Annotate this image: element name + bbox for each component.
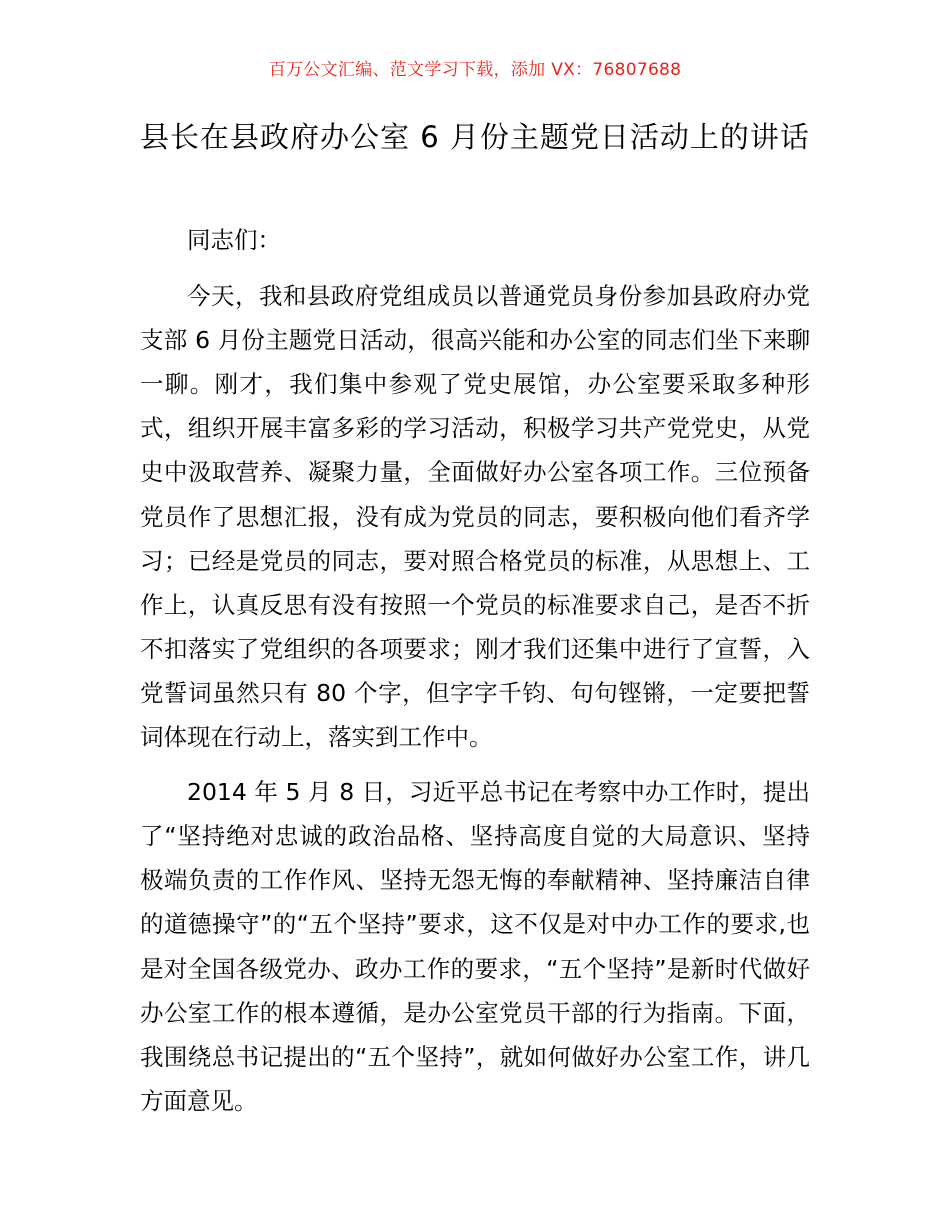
document-body [140, 218, 810, 1134]
paragraph-2: 2014 年 5 月 8 日，习近平总书记在考察中办工作时，提出了“坚持绝对忠诚的政治品格、坚持高度自觉的大局意识、坚持极端负责的工作作风、坚持无怨无悔的奉献精神、坚持廉洁自律的道德操守”的“五个坚持”要求，这不仅是对中办工作的要求,也是对全国各级党办、政办工作的要求，“五个坚持”是新时代做好办公室工作的根本遵循，是办公室党员干部的行为指南。下面，我围绕总书记提出的“五个坚持”，就如何做好办公室工作，讲几方面意见。 [140, 778, 810, 1115]
paragraph-1: 今天，我和县政府党组成员以普通党员身份参加县政府办党支部 6 月份主题党日活动，很高兴能和办公室的同志们坐下来聊一聊。刚才，我们集中参观了党史展馆，办公室要采取多种形式，组织开展丰富多彩的学习活动，积极学习共产党党史，从党史中汲取营养、凝聚力量，全面做好办公室各项工作。三位预备党员作了思想汇报，没有成为党员的同志，要积极向他们看齐学习；已经是党员的同志，要对照合格党员的标准，从思想上、工作上，认真反思有没有按照一个党员的标准要求自己，是否不折不扣落实了党组织的各项要求；刚才我们还集中进行了宣誓，入党誓词虽然只有 80 个字，但字字千钧、句句铿锵，一定要把誓词体现在行动上，落实到工作中。 [140, 282, 810, 752]
greeting: 同志们： [187, 226, 281, 254]
document-title: 县长在县政府办公室 6 月份主题党日活动上的讲话 [140, 120, 810, 154]
promo-header: 百万公文汇编、范文学习下载，添加 VX：76807688 [268, 60, 682, 80]
